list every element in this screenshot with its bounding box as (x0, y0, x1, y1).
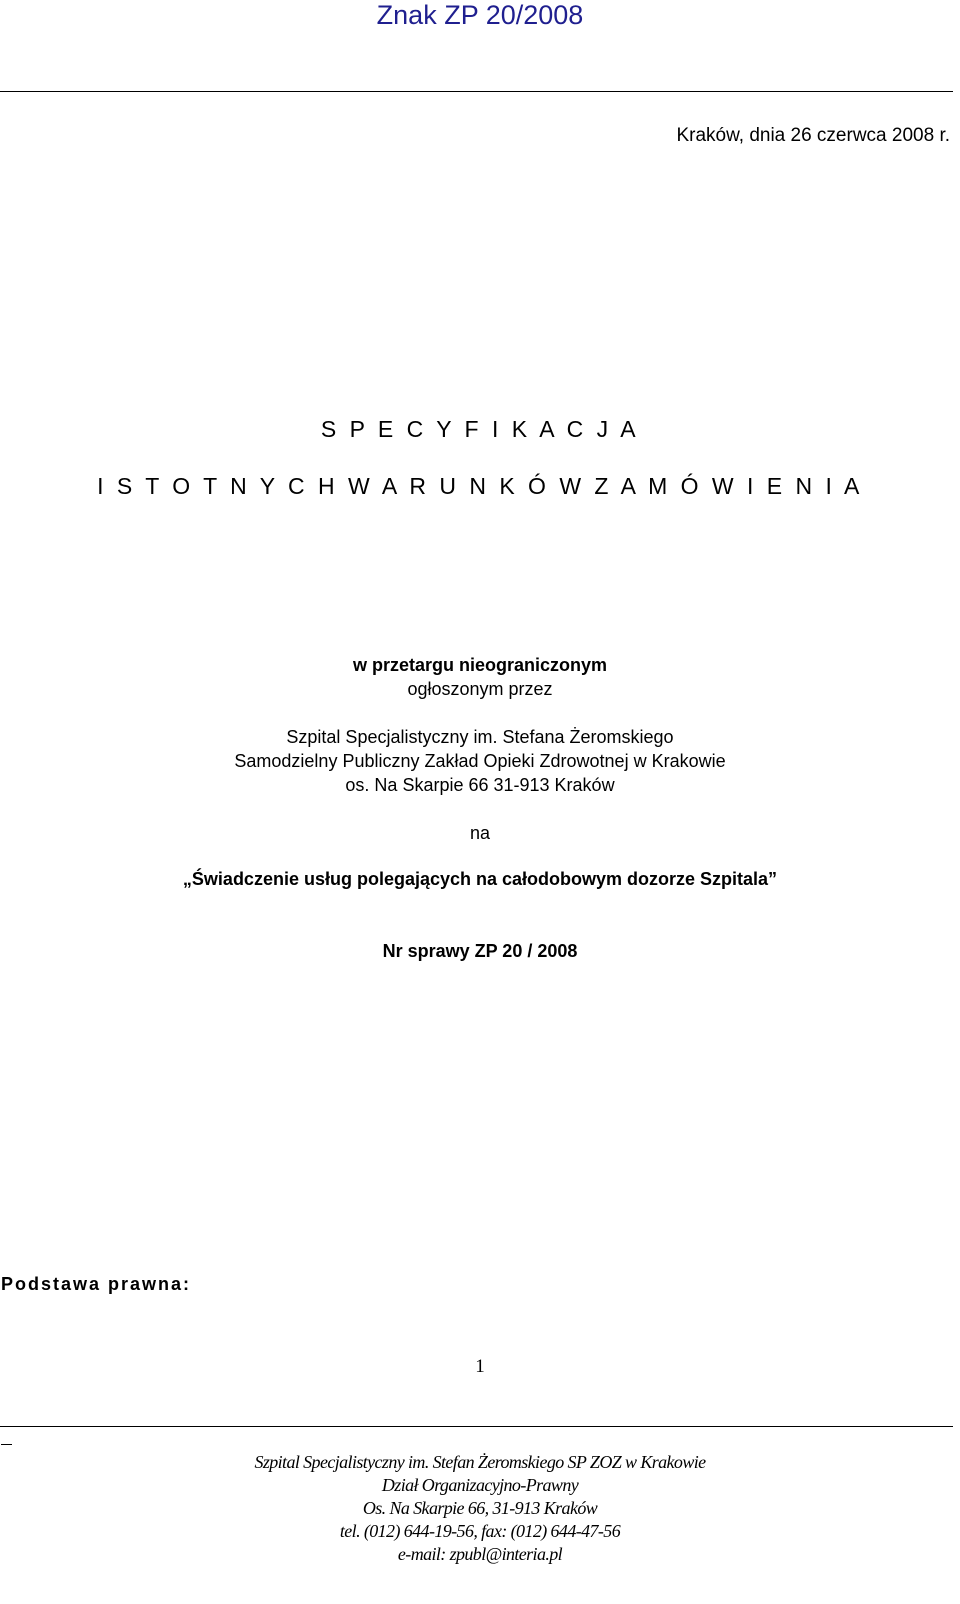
tender-type: w przetargu nieograniczonym (352, 655, 608, 675)
footer-department: Dział Organizacyjno-Prawny (381, 1475, 579, 1495)
place-and-date: Kraków, dnia 26 czerwca 2008 r. (676, 125, 950, 146)
footnote-separator (1, 1432, 12, 1445)
document-title-line-2: I S T O T N Y C H W A R U N K Ó W Z A M Ó W I E N I A (97, 473, 863, 499)
announced-by-label: ogłoszonym przez (407, 679, 553, 699)
footer-email: e-mail: zpubl@interia.pl (397, 1544, 563, 1564)
header-divider (0, 91, 953, 92)
organization-full-name: Samodzielny Publiczny Zakład Opieki Zdrowotnej w Krakowie (234, 751, 726, 771)
document-title-line-1: S P E C Y F I K A C J A (320, 416, 640, 442)
case-number: Nr sprawy ZP 20 / 2008 (382, 941, 578, 961)
tender-subject: „Świadczenie usług polegających na całodobowym dozorze Szpitala” (182, 869, 778, 889)
organization-name: Szpital Specjalistyczny im. Stefana Żeromskiego (286, 727, 674, 747)
footer-address: Os. Na Skarpie 66, 31-913 Kraków (362, 1498, 598, 1518)
organization-address: os. Na Skarpie 66 31-913 Kraków (345, 775, 615, 795)
document-reference-header: Znak ZP 20/2008 (376, 0, 584, 30)
preposition-na: na (469, 823, 491, 843)
page-number: 1 (475, 1356, 485, 1377)
footer-phone-fax: tel. (012) 644-19-56, fax: (012) 644-47-56 (339, 1521, 621, 1541)
footer-hospital-name: Szpital Specjalistyczny im. Stefan Żeromskiego SP ZOZ w Krakowie (254, 1452, 706, 1472)
footer-divider (0, 1426, 953, 1427)
legal-basis-heading: Podstawa prawna: (1, 1274, 192, 1294)
